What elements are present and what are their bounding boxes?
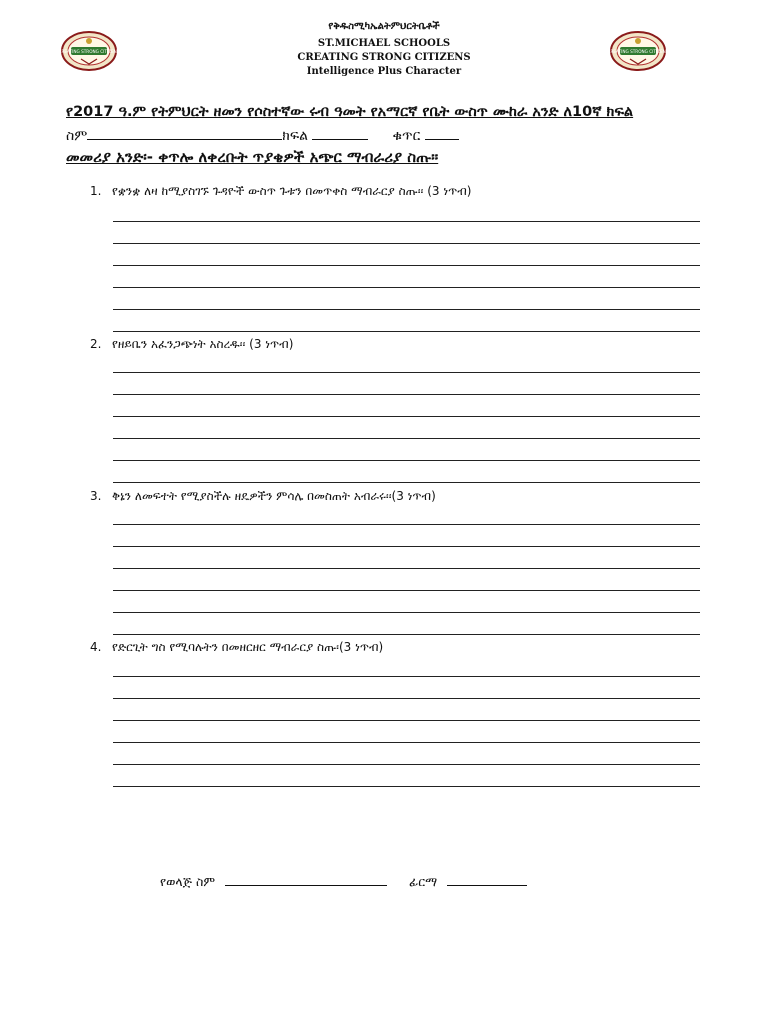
question-number: 1.	[90, 184, 102, 198]
answer-line[interactable]	[113, 394, 700, 395]
question-3	[90, 489, 436, 504]
answer-line[interactable]	[113, 331, 700, 332]
question-text: የቋንቋ ለዛ ከሚያስገኙ ጉዳዮች ውስጥ ጉቱን በመጥቀስ ማብራርያ ስጡ፡፡ (3 ነጥብ)	[112, 184, 472, 198]
svg-text:CREATING STRONG CITIZENS: CREATING STRONG CITIZENS	[61, 49, 117, 54]
parent-name-label: የወላጅ ስም	[160, 874, 216, 889]
answer-line[interactable]	[113, 546, 700, 547]
signature-field[interactable]	[447, 873, 527, 886]
answer-line[interactable]	[113, 786, 700, 787]
question-text: ቅኔን ለመፍተት የሚያስችሉ ዘዴዎችን ምሳሌ በመስጠት አብራሩ፡፡(3 ነጥብ)	[112, 489, 436, 503]
answer-line[interactable]	[113, 416, 700, 417]
instruction-heading: መመሪያ አንድ፡- ቀጥሎ ለቀረቡት ጥያቄዎች አጭር ማብራሪያ ስጡ።	[66, 148, 439, 166]
number-label: ቁጥር	[392, 128, 421, 144]
school-motto: CREATING STRONG CITIZENS	[297, 52, 471, 63]
answer-line[interactable]	[113, 243, 700, 244]
answer-line[interactable]	[113, 568, 700, 569]
student-info-row	[66, 125, 459, 144]
answer-line[interactable]	[113, 676, 700, 677]
worksheet-title: የ2017 ዓ.ም የትምህርት ዘመን የሶስተኛው ሩብ ዓመት የአማርኛ የቤት ውስጥ ሙከራ አንድ ለ10ኛ ክፍል	[66, 104, 634, 120]
question-number: 3.	[90, 489, 102, 503]
answer-line[interactable]	[113, 287, 700, 288]
answer-line[interactable]	[113, 482, 700, 483]
question-text: የድርጊት ግስ የሚባሉትን በመዘርዘር ማብራርያ ስጡ፡(3 ነጥብ)	[112, 640, 384, 654]
school-tagline: Intelligence Plus Character	[306, 66, 462, 77]
question-number: 2.	[90, 337, 102, 351]
school-name-english: ST.MICHAEL SCHOOLS	[317, 38, 451, 49]
answer-line[interactable]	[113, 438, 700, 439]
footer-signature-row	[160, 873, 527, 890]
answer-line[interactable]	[113, 460, 700, 461]
answer-line[interactable]	[113, 265, 700, 266]
school-logo-left	[61, 31, 117, 71]
parent-name-field[interactable]	[225, 873, 387, 886]
answer-line[interactable]	[113, 309, 700, 310]
answer-line[interactable]	[113, 698, 700, 699]
answer-line[interactable]	[113, 720, 700, 721]
answer-line[interactable]	[113, 764, 700, 765]
question-4	[90, 640, 383, 655]
svg-text:CREATING STRONG CITIZENS: CREATING STRONG CITIZENS	[610, 49, 666, 54]
answer-line[interactable]	[113, 590, 700, 591]
question-1	[90, 184, 471, 199]
question-number: 4.	[90, 640, 102, 654]
answer-line[interactable]	[113, 612, 700, 613]
grade-field[interactable]	[312, 125, 368, 140]
grade-label: ክፍል	[282, 128, 308, 144]
school-name-amharic: የቅዱስሚካኤልትምህርትቤቶች	[328, 21, 440, 32]
answer-line[interactable]	[113, 634, 700, 635]
question-2	[90, 337, 293, 352]
answer-line[interactable]	[113, 524, 700, 525]
school-logo-right	[610, 31, 666, 71]
question-text: የዘይቤን አፈንጋጭነት አስረዱ፡፡ (3 ነጥብ)	[112, 337, 294, 351]
number-field[interactable]	[425, 125, 459, 140]
signature-label: ፊርማ	[408, 874, 438, 889]
name-field[interactable]	[87, 125, 282, 140]
name-label: ስም	[66, 128, 88, 144]
answer-line[interactable]	[113, 742, 700, 743]
answer-line[interactable]	[113, 372, 700, 373]
answer-line[interactable]	[113, 221, 700, 222]
